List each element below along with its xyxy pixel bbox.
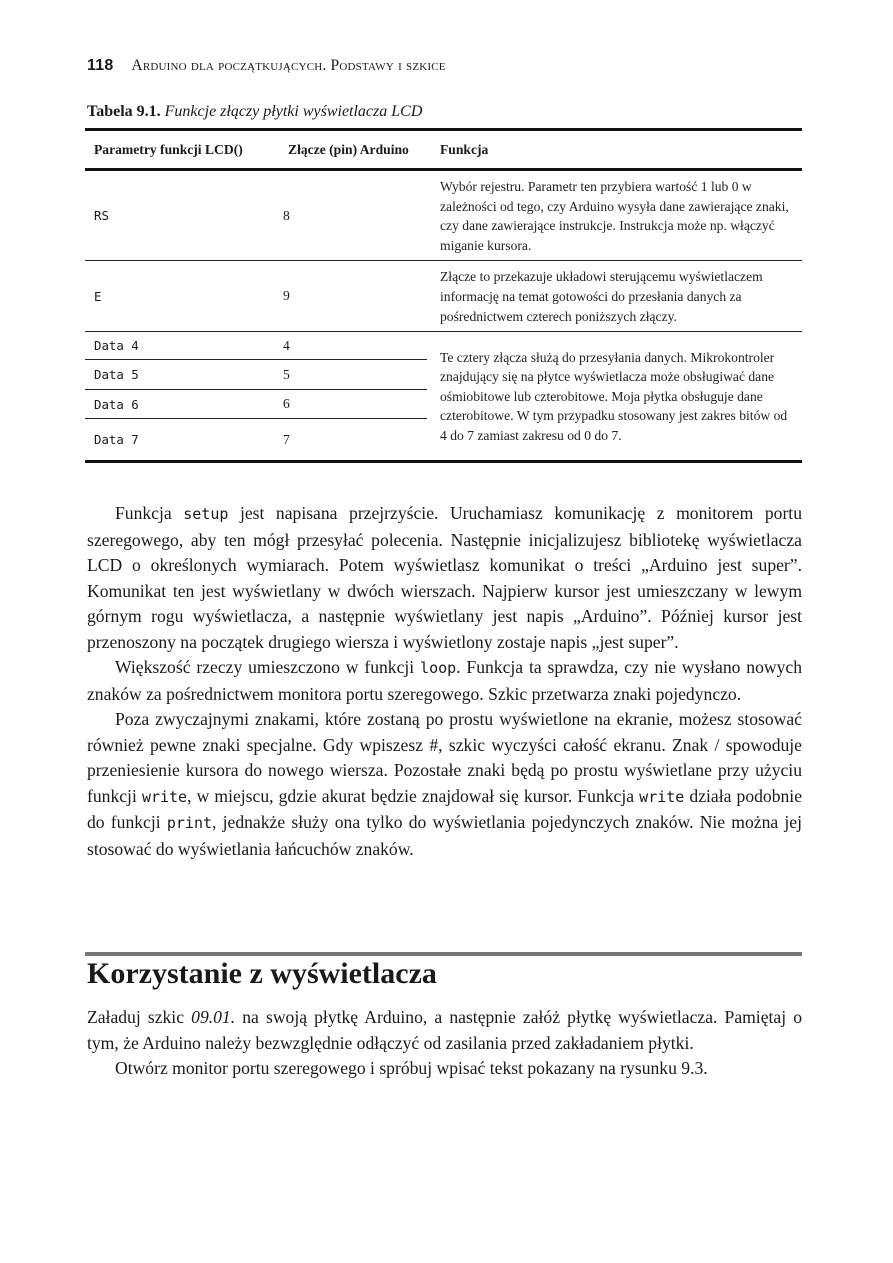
pin-cell: 8 [279,170,427,261]
pin-cell: 6 [279,390,427,419]
function-cell-data-pins: Te cztery złącza służą do przesyłania danych. Mikrokontroler znajdujący się na płytce wyświetlacza może obsługiwać dane ośmiobitowe lub czterobitowe. Moja płytka obsługuje dane czterobitowe. W tym przypadku stosowany jest zakres bitów od 4 do 7 zamiast zakresu od 0 do 7. [427,332,802,462]
table-row [85,261,802,332]
pin-cell: 9 [279,261,427,332]
param-cell: Data 5 [85,360,279,390]
pin-cell: 5 [279,360,427,390]
paragraph: Załaduj szkic 09.01. na swoją płytkę Arduino, a następnie załóż płytkę wyświetlacza. Pamiętaj o tym, że Arduino należy bezwzględnie odłączyć od zasilania przed zakładaniem płytki. [87,1007,803,1053]
running-header [87,57,446,75]
code-print: print [166,814,213,832]
table-caption [87,103,422,121]
paragraph: Poza zwyczajnymi znakami, które zostaną po prostu wyświetlone na ekranie, możesz stosować również pewne znaki specjalne. Gdy wpiszesz #, szkic wyczyści całość ekranu. Znak / spowoduje przeniesienie kursora do nowego wiersza. Pozostałe znaki będą po prostu wyświetlane przy użyciu funkcji write, w miejscu, gdzie akurat będzie znajdował się kursor. Funkcja write działa podobnie do funkcji print, jednakże służy ona tylko do wyświetlania pojedynczych znaków. Nie można jej stosować do wyświetlania łańcuchów znaków. [87,709,803,859]
table-row [85,332,802,360]
param-cell: Data 7 [85,419,279,462]
header-function: Funkcja [440,141,489,157]
running-title: Arduino dla początkujących. Podstawy i szkice [131,57,446,74]
code-write: write [639,787,685,806]
page-number: 118 [87,57,114,74]
param-cell: E [85,261,279,332]
param-cell: Data 4 [85,332,279,360]
pin-cell: 4 [279,332,427,360]
pin-cell: 7 [279,419,427,462]
header-pin: Złącze (pin) Arduino [288,141,409,157]
paragraph: Funkcja setup jest napisana przejrzyście. Uruchamiasz komunikację z monitorem portu szeregowego, aby ten mógł przesyłać polecenia. Następnie inicjalizujesz bibliotekę wyświetlacza LCD o określonych wymiarach. Potem wyświetlasz komunikat o treści „Arduino jest super”. Komunikat ten jest wyświetlany w dwóch wierszach. Najpierw kursor jest umieszczany w lewym górnym rogu wyświetlacza, a następnie wyświetlany jest napis „Arduino”. Później kursor jest przenoszony na początek drugiego wiersza i wyświetlony zostaje napis „jest super”. [87,503,802,652]
table-header-row [85,130,802,170]
function-cell: Wybór rejestru. Parametr ten przybiera wartość 1 lub 0 w zależności od tego, czy Arduino wysyła dane zawierające znaki, czy dane zawierające instrukcje. Instrukcja może np. włączyć miganie kursora. [427,170,802,261]
code-setup: setup [183,505,229,523]
body-text [87,501,802,862]
section-body [87,1005,802,1082]
section-heading: Korzystanie z wyświetlacza [87,957,437,990]
code-loop: loop [420,659,457,677]
function-cell: Złącze to przekazuje układowi sterującemu wyświetlaczem informację na temat gotowości do przesłania danych za pośrednictwem czterech poniższych złączy. [427,261,802,332]
sketch-name: 09.01. [191,1007,236,1027]
param-cell: Data 6 [85,390,279,419]
code-write: write [141,787,188,806]
caption-label: Tabela 9.1. [87,103,161,120]
section-divider [85,952,802,956]
param-cell: RS [85,170,279,261]
paragraph: Otwórz monitor portu szeregowego i spróbuj wpisać tekst pokazany na rysunku 9.3. [115,1058,708,1078]
paragraph: Większość rzeczy umieszczono w funkcji loop. Funkcja ta sprawdza, czy nie wysłano nowych znaków za pośrednictwem monitora portu szeregowego. Szkic przetwarza znaki pojedynczo. [87,657,802,704]
header-params: Parametry funkcji LCD() [94,141,243,157]
caption-text: Funkcje złączy płytki wyświetlacza LCD [164,103,423,120]
table-row [85,170,802,261]
lcd-pin-table [85,128,802,463]
